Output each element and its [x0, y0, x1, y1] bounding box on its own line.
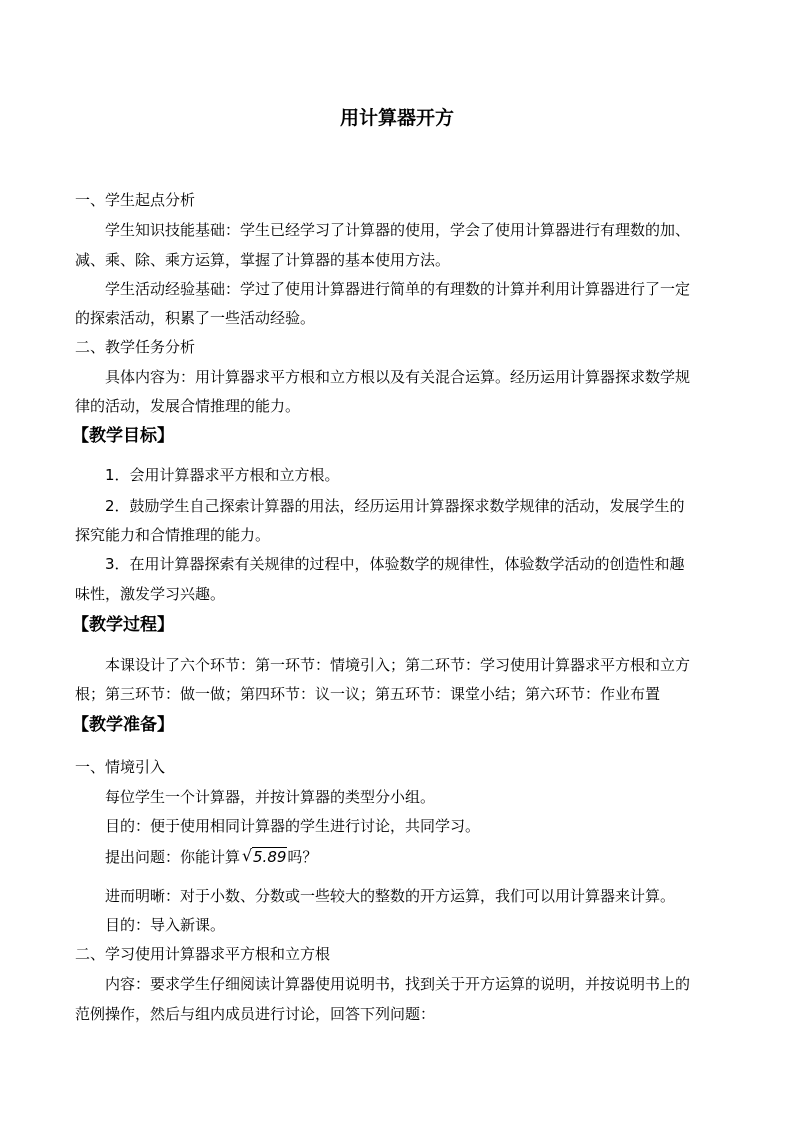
section-heading: 二、教学任务分析 [75, 338, 196, 356]
paragraph-line: 每位学生一个计算器，并按计算器的类型分小组。 [105, 788, 436, 806]
paragraph-line: 味性，激发学习兴趣。 [75, 585, 226, 603]
paragraph-line: 探究能力和合情推理的能力。 [75, 526, 271, 544]
section-heading: 二、学习使用计算器求平方根和立方根 [75, 945, 331, 963]
document-title: 用计算器开方 [339, 107, 454, 129]
radicand: 5.89 [253, 848, 287, 866]
section-heading: 一、学生起点分析 [75, 191, 196, 209]
question-suffix: 吗？ [287, 848, 318, 866]
paragraph-line: 学生知识技能基础：学生已经学习了计算器的使用，学会了使用计算器进行有理数的加、 [105, 221, 691, 239]
radical-sign: √ [242, 846, 253, 865]
paragraph-line: 的探索活动，积累了一些活动经验。 [75, 309, 316, 327]
paragraph-line: 学生活动经验基础：学过了使用计算器进行简单的有理数的计算并利用计算器进行了一定 [105, 280, 691, 298]
paragraph-line: 目的：导入新课。 [105, 916, 226, 934]
paragraph-line: 进而明晰：对于小数、分数或一些较大的整数的开方运算，我们可以用计算器来计算。 [105, 887, 676, 905]
paragraph-line: 根；第三环节：做一做；第四环节：议一议；第五环节：课堂小结；第六环节：作业布置 [75, 685, 661, 703]
preparation-heading: 【教学准备】 [72, 715, 174, 735]
goals-heading: 【教学目标】 [72, 426, 174, 446]
goal-item: 1．会用计算器求平方根和立方根。 [105, 466, 340, 484]
paragraph-line: 目的：便于使用相同计算器的学生进行讨论，共同学习。 [105, 817, 481, 835]
paragraph-line: 本课设计了六个环节：第一环节：情境引入；第二环节：学习使用计算器求平方根和立方 [105, 656, 691, 674]
goal-item: 3．在用计算器探索有关规律的过程中，体验数学的规律性，体验数学活动的创造性和趣 [105, 555, 685, 573]
paragraph-line: 内容：要求学生仔细阅读计算器使用说明书，找到关于开方运算的说明，并按说明书上的 [105, 975, 691, 993]
paragraph-line: 减、乘、除、乘方运算，掌握了计算器的基本使用方法。 [75, 251, 451, 269]
section-heading: 一、情境引入 [75, 758, 166, 776]
paragraph-line: 具体内容为：用计算器求平方根和立方根以及有关混合运算。经历运用计算器探求数学规 [105, 368, 691, 386]
process-heading: 【教学过程】 [72, 615, 174, 635]
goal-item: 2．鼓励学生自己探索计算器的用法，经历运用计算器探求数学规律的活动，发展学生的 [105, 497, 685, 515]
question-line [105, 847, 725, 867]
paragraph-line: 律的活动，发展合情推理的能力。 [75, 397, 301, 415]
question-prefix: 提出问题：你能计算 [105, 848, 241, 866]
paragraph-line: 范例操作，然后与组内成员进行讨论，回答下列问题： [75, 1005, 436, 1023]
square-root-expression [242, 847, 287, 867]
